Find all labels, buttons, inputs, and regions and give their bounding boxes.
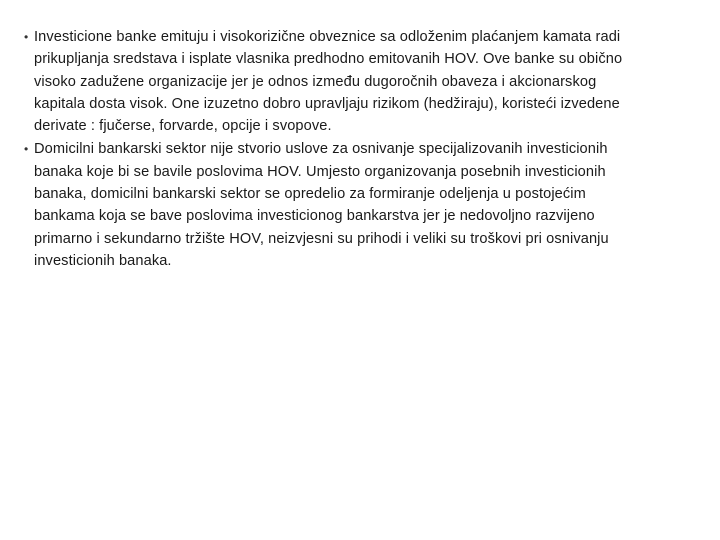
bullet-list bbox=[24, 26, 654, 273]
bullet-item-domestic-banking-sector bbox=[24, 138, 654, 272]
bullet-item-investment-banks bbox=[24, 26, 654, 137]
bullet-text: Investicione banke emituju i visokorizične obveznice sa odloženim plaćanjem kamata radi prikupljanja sredstava i isplate vlasnika predhodno emitovanih HOV. Ove banke su obično visoko zadužene organizacije jer je odnos između dugoročnih obaveza i akcionarskog kapitala dosta visok. One izuzetno dobro upravljaju rizikom (hedžiraju), koristeći izvedene derivate : fjučerse, forvarde, opcije i svopove. bbox=[34, 29, 623, 135]
bullet-marker: • bbox=[24, 142, 29, 157]
bullet-marker: • bbox=[24, 30, 29, 44]
bullet-text: Domicilni bankarski sektor nije stvorio uslove za osnivanje specijalizovanih investicionih banaka koje bi se bavile poslovima HOV. Umjesto organizovanja posebnih investicionih banaka, domicilni bankarski sektor se opredelio za formiranje odeljenja u postojećim bankama koja se bave poslovima investicionog bankarstva jer je nedovoljno razvijeno primarno i sekundarno tržište HOV, neizvjesni su prihodi i veliki su troškovi pri osnivanju investicionih banaka. bbox=[34, 141, 609, 269]
